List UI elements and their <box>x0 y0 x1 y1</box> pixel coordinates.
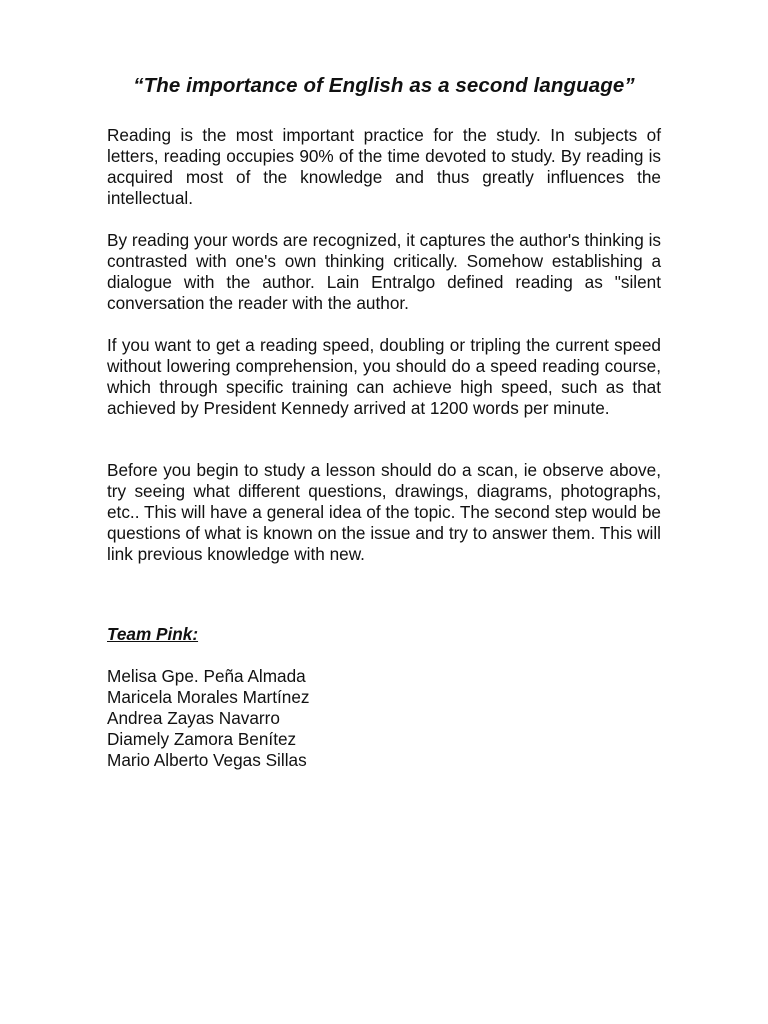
team-heading: Team Pink: <box>107 624 199 644</box>
document-title: “The importance of English as a second language” <box>133 74 635 97</box>
team-member: Maricela Morales Martínez <box>107 687 310 707</box>
paragraph-lesson-scan: Before you begin to study a lesson should do a scan, ie observe above, try seeing what different questions, drawings, diagrams, photographs, etc.. This will have a general idea of the topic. The second step would be questions of what is known on the issue and try to answer them. This will link previous knowledge with new. <box>107 460 661 564</box>
paragraph-reading-importance: Reading is the most important practice for the study. In subjects of letters, reading occupies 90% of the time devoted to study. By reading is acquired most of the knowledge and thus greatly influences the intellectual. <box>107 125 661 208</box>
team-member-list <box>107 666 310 771</box>
paragraph-speed-reading: If you want to get a reading speed, doubling or tripling the current speed without lowering comprehension, you should do a speed reading course, which through specific training can achieve high speed, such as that achieved by President Kennedy arrived at 1200 words per minute. <box>107 335 661 418</box>
team-member: Melisa Gpe. Peña Almada <box>107 666 306 686</box>
team-member: Andrea Zayas Navarro <box>107 708 280 728</box>
team-member: Diamely Zamora Benítez <box>107 729 297 749</box>
paragraph-reading-dialogue: By reading your words are recognized, it captures the author's thinking is contrasted with one's own thinking critically. Somehow establishing a dialogue with the author. Lain Entralgo defined reading as "silent conversation the reader with the author. <box>107 230 661 313</box>
team-member: Mario Alberto Vegas Sillas <box>107 750 307 770</box>
